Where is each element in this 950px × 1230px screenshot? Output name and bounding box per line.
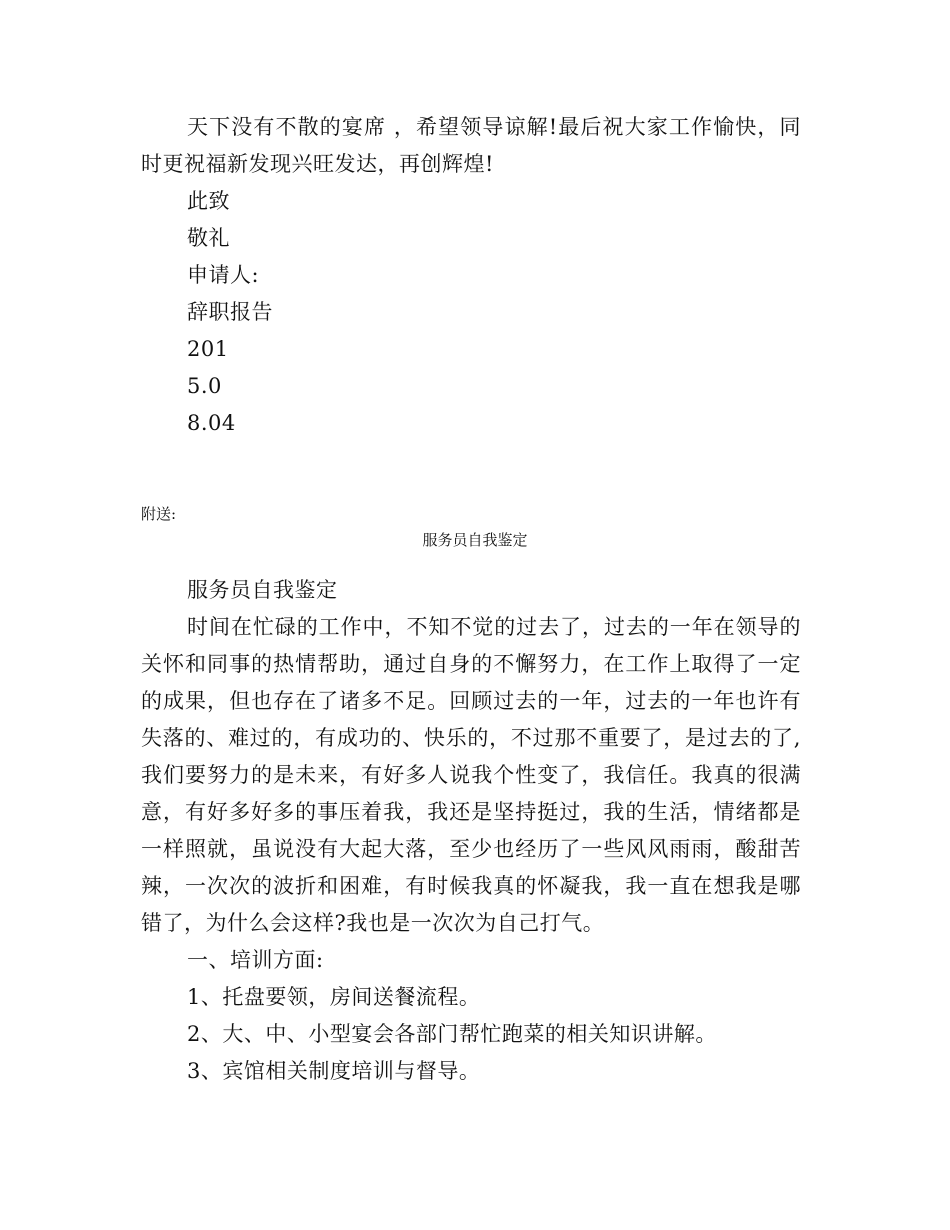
date-fragment: 5.0: [187, 374, 222, 398]
date-fragment: 201: [187, 337, 229, 361]
body-line: 意，有好多好多的事压着我，我还是坚持挺过，我的生活，情绪都是: [141, 800, 801, 824]
closing-line: 敬礼: [187, 226, 230, 250]
report-title: 辞职报告: [187, 300, 273, 324]
section-title: 一、培训方面:: [187, 948, 324, 972]
body-line: 的成果，但也存在了诸多不足。回顾过去的一年，过去的一年也许有: [141, 689, 801, 713]
paragraph-line: 时更祝福新发现兴旺发达，再创辉煌!: [141, 152, 494, 176]
body-line: 失落的、难过的，有成功的、快乐的，不过那不重要了，是过去的了,: [141, 726, 801, 750]
list-item: 3、宾馆相关制度培训与督导。: [187, 1059, 481, 1083]
applicant-label: 申请人:: [187, 263, 260, 287]
section-subtitle: 服务员自我鉴定: [187, 578, 338, 602]
body-line: 时间在忙碌的工作中，不知不觉的过去了，过去的一年在领导的: [187, 615, 801, 639]
body-line: 一样照就，虽说没有大起大落，至少也经历了一些风风雨雨，酸甜苦: [141, 837, 801, 861]
date-fragment: 8.04: [187, 411, 236, 435]
list-item: 1、托盘要领，房间送餐流程。: [187, 985, 481, 1009]
body-line: 错了，为什么会这样?我也是一次次为自己打气。: [141, 911, 605, 935]
appendix-label: 附送:: [141, 505, 177, 523]
appendix-heading: 服务员自我鉴定: [422, 531, 528, 549]
body-line: 我们要努力的是未来，有好多人说我个性变了，我信任。我真的很满: [141, 763, 801, 787]
closing-line: 此致: [187, 189, 230, 213]
body-line: 辣，一次次的波折和困难，有时候我真的怀凝我，我一直在想我是哪: [141, 874, 801, 898]
body-line: 关怀和同事的热情帮助，通过自身的不懈努力，在工作上取得了一定: [141, 652, 801, 676]
list-item: 2、大、中、小型宴会各部门帮忙跑菜的相关知识讲解。: [187, 1022, 717, 1046]
paragraph-line: 天下没有不散的宴席 ，希望领导谅解!最后祝大家工作愉快，同: [187, 115, 801, 139]
